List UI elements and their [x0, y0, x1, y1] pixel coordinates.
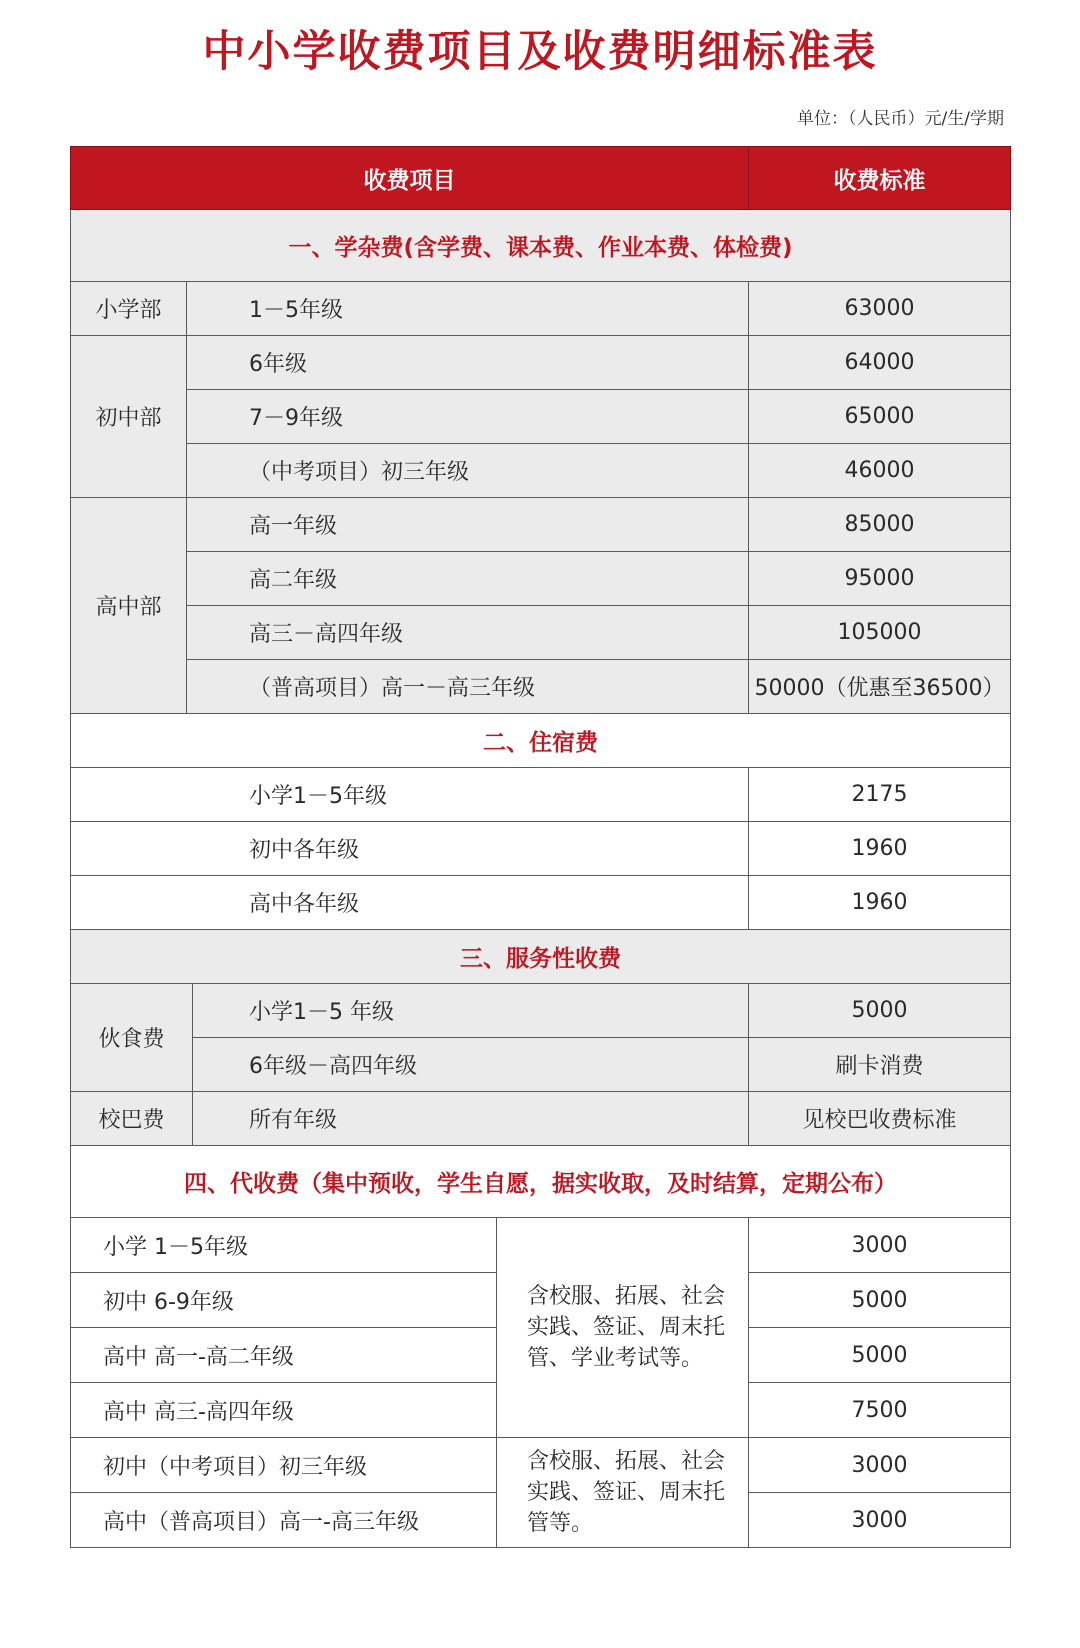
row-item: （中考项目）初三年级	[187, 444, 749, 498]
row-item: 6年级	[187, 336, 749, 390]
table-row	[71, 282, 1011, 336]
row-item: 初中各年级	[71, 822, 749, 876]
row-item: 所有年级	[193, 1092, 749, 1146]
table-row	[71, 1092, 1011, 1146]
section-row	[71, 930, 1011, 984]
table-row	[71, 1218, 1011, 1273]
row-item: 高中 高一-高二年级	[71, 1328, 497, 1383]
row-item: 高中 高三-高四年级	[71, 1383, 497, 1438]
category-junior: 初中部	[71, 336, 187, 498]
fee-table	[70, 146, 1011, 1548]
row-value: 105000	[749, 606, 1011, 660]
header-standard: 收费标准	[749, 147, 1011, 210]
unit-note: 单位：（人民币）元/生/学期	[797, 109, 1004, 129]
category-primary: 小学部	[71, 282, 187, 336]
row-value: 7500	[749, 1383, 1011, 1438]
row-item: 小学1－5 年级	[193, 984, 749, 1038]
row-item: 高一年级	[187, 498, 749, 552]
row-value: 5000	[749, 1273, 1011, 1328]
row-value: 5000	[749, 1328, 1011, 1383]
row-value: 64000	[749, 336, 1011, 390]
category-meals: 伙食费	[71, 984, 193, 1092]
table-row	[71, 1038, 1011, 1092]
table-row	[71, 876, 1011, 930]
page-title: 中小学收费项目及收费明细标准表	[202, 27, 878, 77]
table-row	[71, 336, 1011, 390]
row-item: 初中（中考项目）初三年级	[71, 1438, 497, 1493]
section-row	[71, 714, 1011, 768]
row-item: （普高项目）高一－高三年级	[187, 660, 749, 714]
row-item: 7－9年级	[187, 390, 749, 444]
row-item: 高二年级	[187, 552, 749, 606]
table-header-row	[71, 147, 1011, 210]
table-row	[71, 444, 1011, 498]
row-value: 85000	[749, 498, 1011, 552]
table-row	[71, 984, 1011, 1038]
row-value: 3000	[749, 1218, 1011, 1273]
row-value: 95000	[749, 552, 1011, 606]
section3-title: 三、服务性收费	[71, 930, 1011, 984]
table-row	[71, 552, 1011, 606]
table-row	[71, 498, 1011, 552]
table-row	[71, 660, 1011, 714]
row-value: 63000	[749, 282, 1011, 336]
table-row	[71, 390, 1011, 444]
row-item: 1－5年级	[187, 282, 749, 336]
section4-title: 四、代收费（集中预收，学生自愿，据实收取，及时结算，定期公布）	[71, 1146, 1011, 1218]
row-item: 高中各年级	[71, 876, 749, 930]
row-value: 1960	[749, 876, 1011, 930]
row-item: 小学1－5年级	[71, 768, 749, 822]
row-value: 50000（优惠至36500）	[749, 660, 1011, 714]
category-senior: 高中部	[71, 498, 187, 714]
row-value: 1960	[749, 822, 1011, 876]
row-item: 高三－高四年级	[187, 606, 749, 660]
section1-title: 一、学杂费(含学费、课本费、作业本费、体检费)	[71, 210, 1011, 282]
section-row	[71, 210, 1011, 282]
table-row	[71, 768, 1011, 822]
row-item: 小学 1－5年级	[71, 1218, 497, 1273]
row-value: 3000	[749, 1438, 1011, 1493]
row-item: 初中 6-9年级	[71, 1273, 497, 1328]
table-row	[71, 822, 1011, 876]
row-value: 见校巴收费标准	[749, 1092, 1011, 1146]
table-row	[71, 606, 1011, 660]
row-item: 6年级－高四年级	[193, 1038, 749, 1092]
group2-note: 含校服、拓展、社会实践、签证、周末托管等。	[497, 1438, 749, 1548]
header-item: 收费项目	[71, 147, 749, 210]
row-value: 2175	[749, 768, 1011, 822]
row-value: 5000	[749, 984, 1011, 1038]
section2-title: 二、住宿费	[71, 714, 1011, 768]
row-value: 46000	[749, 444, 1011, 498]
table-row	[71, 1438, 1011, 1493]
category-bus: 校巴费	[71, 1092, 193, 1146]
row-value: 刷卡消费	[749, 1038, 1011, 1092]
row-value: 65000	[749, 390, 1011, 444]
row-value: 3000	[749, 1493, 1011, 1548]
group1-note: 含校服、拓展、社会实践、签证、周末托管、学业考试等。	[497, 1218, 749, 1438]
row-item: 高中（普高项目）高一-高三年级	[71, 1493, 497, 1548]
section-row	[71, 1146, 1011, 1218]
